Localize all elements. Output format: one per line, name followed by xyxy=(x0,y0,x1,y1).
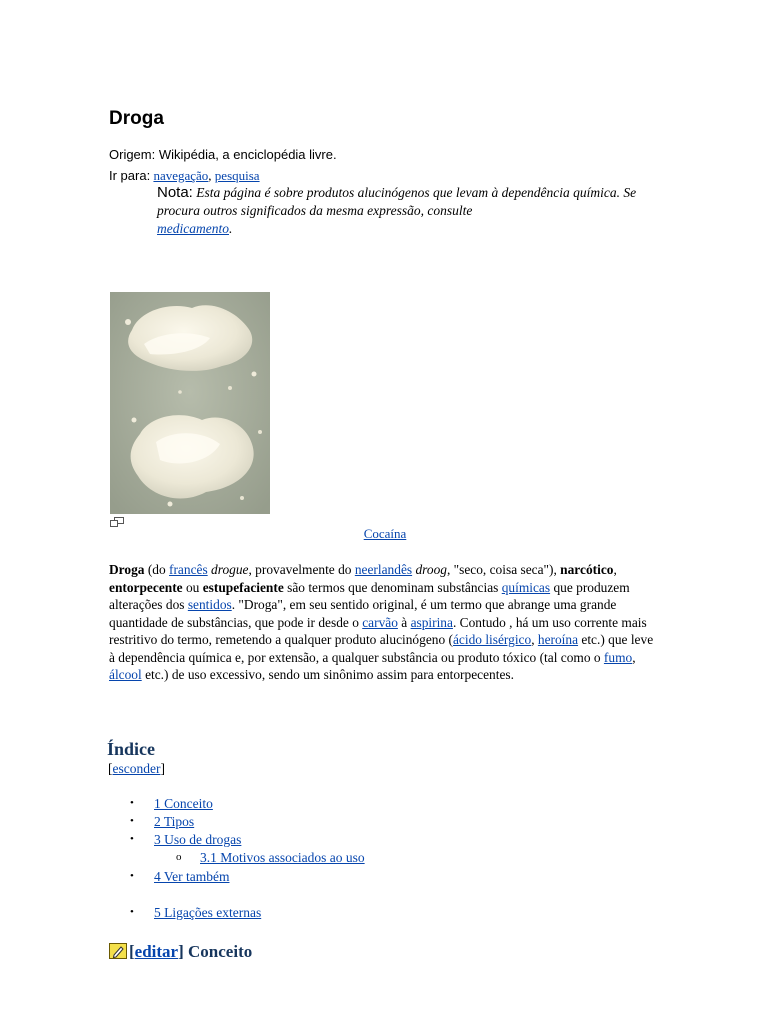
intro-text: que produzem alterações dos xyxy=(109,579,630,612)
toc-bullet: • xyxy=(130,870,134,882)
term-entorpecente: entorpecente xyxy=(109,579,183,595)
toc-bracket: ] xyxy=(160,761,165,776)
section-heading-conceito xyxy=(109,942,252,962)
droog-term: droog xyxy=(415,562,447,577)
jump-separator: , xyxy=(208,168,212,183)
note-end: . xyxy=(228,221,233,236)
intro-text: etc.) que leve à dependência química e, por extensão, a qualquer substância ou produto tóxico (tal como o xyxy=(109,632,654,665)
origin-line: Origem: Wikipédia, a enciclopédia livre. xyxy=(109,147,337,162)
jump-label: Ir para: xyxy=(109,168,151,183)
intro-text: . "Droga", em seu sentido original, é um termo que abrange uma grande quantidade de substâncias, que pode ir desde o xyxy=(109,597,617,630)
toc-item-tipos[interactable]: 2 Tipos xyxy=(154,814,195,829)
medicamento-link[interactable]: medicamento xyxy=(157,221,229,236)
toc-title: Índice xyxy=(107,739,156,759)
intro-text: são termos que denominam substâncias xyxy=(283,579,502,595)
jump-to xyxy=(109,168,260,184)
toc-item-uso-de-drogas[interactable]: 3 Uso de drogas xyxy=(154,832,242,847)
intro-text: , provavelmente do xyxy=(248,562,355,577)
navigation-link[interactable]: navegação xyxy=(153,168,209,183)
edit-icon[interactable] xyxy=(109,943,127,959)
page-title: Droga xyxy=(109,108,164,129)
toc-item-motivos[interactable]: 3.1 Motivos associados ao uso xyxy=(200,850,365,865)
aspirina-link[interactable]: aspirina xyxy=(410,614,453,630)
heroina-link[interactable]: heroína xyxy=(537,632,579,647)
intro-text: . Contudo , há um uso corrente mais restritivo do termo, remetendo a qualquer produto alucinógeno ( xyxy=(109,614,647,647)
acido-lisergico-link[interactable]: ácido lisérgico xyxy=(452,632,532,647)
toc-toggle xyxy=(108,761,165,777)
toc-bullet: • xyxy=(130,797,134,809)
edit-bracket: ] xyxy=(178,942,184,961)
figure-caption xyxy=(109,526,661,542)
intro-paragraph xyxy=(109,561,657,684)
toc-subbullet: o xyxy=(176,851,182,863)
hide-toc-link[interactable]: esconder xyxy=(112,761,161,776)
neerlandes-link[interactable]: neerlandês xyxy=(354,562,413,577)
term-narcotico: narcótico xyxy=(560,562,614,577)
toc-bullet: • xyxy=(130,815,134,827)
note-label: Nota: xyxy=(157,184,193,201)
edit-section-link[interactable]: editar xyxy=(134,942,179,961)
toc-item-conceito[interactable]: 1 Conceito xyxy=(154,796,213,811)
toc-item-ligacoes-externas[interactable]: 5 Ligações externas xyxy=(154,905,262,920)
intro-text: , xyxy=(632,649,636,665)
alcool-link[interactable]: álcool xyxy=(109,667,142,682)
cocaina-link[interactable]: Cocaína xyxy=(363,526,407,541)
carvao-link[interactable]: carvão xyxy=(362,614,398,630)
quimicas-link[interactable]: químicas xyxy=(501,579,551,595)
drogue-term: drogue xyxy=(211,562,249,577)
toc-bracket: [ xyxy=(108,761,113,776)
intro-text: , xyxy=(531,632,538,647)
section-title: Conceito xyxy=(188,942,253,961)
sentidos-link[interactable]: sentidos xyxy=(187,597,232,612)
note-text: Esta página é sobre produtos alucinógenos que levam à dependência química. Se procura outros significados da mesma expressão, consulte xyxy=(157,185,637,218)
term-estupefaciente: estupefaciente xyxy=(202,579,284,595)
edit-bracket: [ xyxy=(129,942,135,961)
intro-text: (do xyxy=(144,562,170,577)
toc-item-ver-tambem[interactable]: 4 Ver também xyxy=(154,869,230,884)
intro-text: à xyxy=(397,614,411,630)
intro-text: , xyxy=(613,562,617,577)
toc-bullet: • xyxy=(130,906,134,918)
cocaine-photo[interactable] xyxy=(110,292,270,514)
disambiguation-note xyxy=(157,184,657,238)
intro-text: etc.) de uso excessivo, sendo um sinônimo assim para entorpecentes. xyxy=(141,667,514,682)
fumo-link[interactable]: fumo xyxy=(603,649,633,665)
frances-link[interactable]: francês xyxy=(169,562,208,577)
intro-text: ou xyxy=(182,579,203,595)
search-link[interactable]: pesquisa xyxy=(214,168,260,183)
enlarge-icon[interactable] xyxy=(110,514,124,524)
intro-text: , "seco, coisa seca"), xyxy=(446,562,561,577)
term-droga: Droga xyxy=(109,562,145,577)
toc-bullet: • xyxy=(130,833,134,845)
